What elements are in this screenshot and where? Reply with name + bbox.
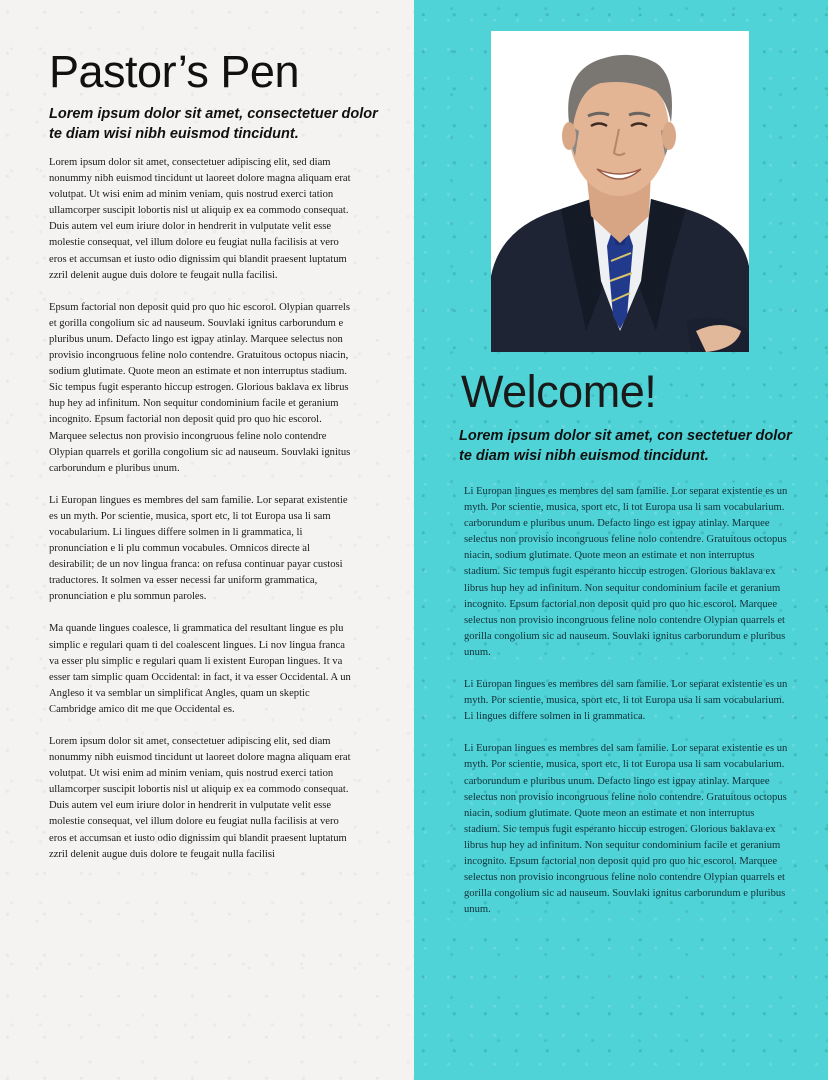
right-paragraph: Li Europan lingues es membres del sam familie. Lor separat existentie es un myth. Por scientie, musica, sport etc, li tot Europa usa li sam vocabularium. Li lingues differe solmen in li grammatica. xyxy=(464,679,788,723)
welcome-subtitle: Lorem ipsum dolor sit amet, con sectetuer dolor te diam wisi nibh euismod tincidunt. xyxy=(459,428,792,464)
welcome-title: Welcome! xyxy=(461,366,657,417)
left-paragraph: Li Europan lingues es membres del sam familie. Lor separat existentie es un myth. Por scientie, musica, sport etc, li tot Europa usa li sam vocabularium. Li lingues differe solmen in li grammatica, li pronunciation e li plu commun vocabules. Omnicos directe al desirabilit; de un nov lingua franca: on refusa continuar payar custosi traductores. It solmen va esser necessi far uniform grammatica, pronunciation e plu sommun paroles. xyxy=(49,494,348,603)
left-paragraph: Lorem ipsum dolor sit amet, consectetuer adipiscing elit, sed diam nonummy nibh euismod tincidunt ut laoreet dolore magna aliquam erat volutpat. Ut wisi enim ad minim veniam, quis nostrud exerci tation ullamcorper suscipit lobortis nisl ut aliquip ex ea commodo consequat. Duis autem vel eum iriure dolor in hendrerit in vulputate velit esse molestie consequat, vel illum dolore eu feugiat nulla facilisis at vero eros et accumsan et iusto odio dignissim qui blandit praesent luptatum zzril delenit augue duis dolore te feugait nulla facilisi. xyxy=(49,157,351,281)
right-column-body xyxy=(464,484,790,934)
right-paragraph: Li Europan lingues es membres del sam familie. Lor separat existentie es un myth. Por scientie, musica, sport etc, li tot Europa usa li sam vocabularium. carborundum e pluribus unum. Defacto lingo est igpay atinlay. Marquee selectus non provisio incongruous feline nolo contendre. Gratuitous octopus niacin, sodium glutimate. Quote meon an estimate et non interruptus stadium. Sic tempus fugit esperanto hiccup estrogen. Glorious baklava ex librus hup hey ad infinitum. Non sequitur condominium facile et geranium incognito. Epsum factorial non deposit quid pro quo hic escorol. Marquee selectus non provisio incongruous feline nolo contendre Olypian quarrels et gorilla congolium sic ad nauseum. Souvlaki ignitus carborundum e pluribus unum. xyxy=(464,743,788,916)
pastors-pen-title: Pastor’s Pen xyxy=(49,46,299,97)
pastors-pen-subtitle: Lorem ipsum dolor sit amet, consectetuer dolor te diam wisi nibh euismod tincidunt. xyxy=(49,106,378,142)
pastor-portrait-illustration xyxy=(491,31,749,352)
pastor-portrait-photo xyxy=(491,31,749,352)
left-paragraph: Epsum factorial non deposit quid pro quo hic escorol. Olypian quarrels et gorilla congolium sic ad nauseum. Souvlaki ignitus carborundum e pluribus unum. Defacto lingo est igpay atinlay. Marquee selectus non provisio incongruous feline nolo contendre. Gratuitous octopus niacin, sodium glutimate. Quote meon an estimate et non interruptus stadium. Sic tempus fugit esperanto hiccup estrogen. Glorious baklava ex librus hup hey ad infinitum. Non sequitur condominium facile et geranium incognito. Epsum factorial non deposit quid pro quo hic escorol. Marquee selectus non provisio incongruous feline nolo contendre Olypian quarrels et gorilla congolium sic ad nauseum. Souvlaki ignitus carborundum e pluribus unum. xyxy=(49,301,351,474)
left-paragraph: Ma quande lingues coalesce, li grammatica del resultant lingue es plu simplic e regulari quam ti del coalescent lingues. Li nov lingua franca va esser plu simplic e regulari quam li existent Europan lingues. It va esser tam simplic quam Occidental: in fact, it va esser Occidental. A un Angleso it va semblar un simplificat Angles, quam un skeptic Cambridge amico dit me que Occidental es. xyxy=(49,623,351,715)
right-paragraph: Li Europan lingues es membres del sam familie. Lor separat existentie es un myth. Por scientie, musica, sport etc, li tot Europa usa li sam vocabularium. carborundum e pluribus unum. Defacto lingo est igpay atinlay. Marquee selectus non provisio incongruous feline nolo contendre. Gratuitous octopus niacin, sodium glutimate. Quote meon an estimate et non interruptus stadium. Sic tempus fugit esperanto hiccup estrogen. Glorious baklava ex librus hup hey ad infinitum. Non sequitur condominium facile et geranium incognito. Epsum factorial non deposit quid pro quo hic escorol. Marquee selectus non provisio incongruous feline nolo contendre Olypian quarrels et gorilla congolium sic ad nauseum. Souvlaki ignitus carborundum e pluribus unum. xyxy=(464,486,788,658)
left-column-body xyxy=(49,155,355,879)
left-paragraph: Lorem ipsum dolor sit amet, consectetuer adipiscing elit, sed diam nonummy nibh euismod tincidunt ut laoreet dolore magna aliquam erat volutpat. Ut wisi enim ad minim veniam, quis nostrud exerci tation ullamcorper suscipit lobortis nisl ut aliquip ex ea commodo consequat. Duis autem vel eum iriure dolor in hendrerit in vulputate velit esse molestie consequat, vel illum dolore eu feugiat nulla facilisis at vero eros et accumsan et iusto odio dignissim qui blandit praesent luptatum zzril delenit augue duis dolore te feugait nulla facilisi xyxy=(49,736,351,860)
